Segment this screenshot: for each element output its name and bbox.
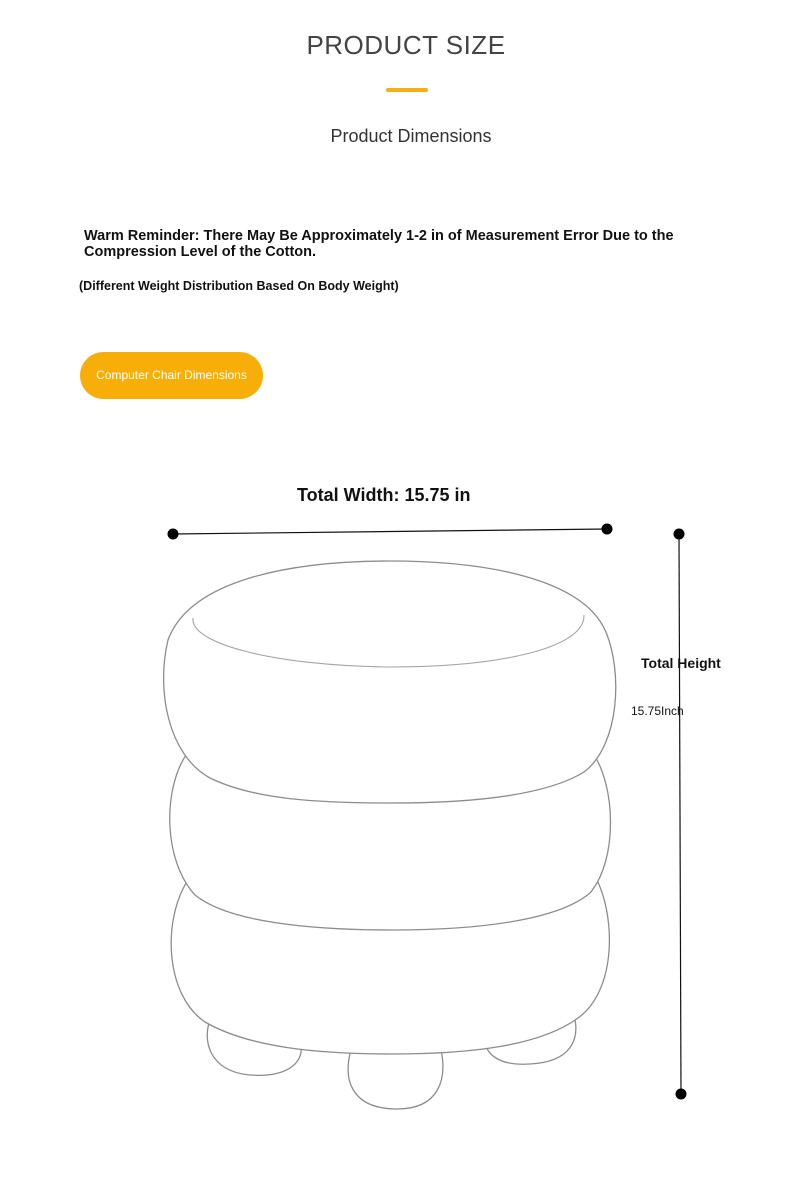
height-endpoint-top (674, 529, 685, 540)
height-endpoint-bottom (676, 1089, 687, 1100)
width-dimension-line (173, 529, 607, 534)
total-height-value: 15.75Inch (631, 704, 684, 718)
total-height-label: Total Height (641, 655, 721, 671)
stool-outline (164, 561, 616, 1109)
section-title: PRODUCT SIZE (306, 30, 506, 60)
weight-distribution-note: (Different Weight Distribution Based On Body Weight) (79, 279, 399, 293)
warm-reminder-text: Warm Reminder: There May Be Approximately 1-2 in of Measurement Error Due to the Compression Level of the Cotton. (84, 228, 674, 260)
stool-foot-center (348, 1050, 443, 1109)
width-endpoint-left (168, 529, 179, 540)
computer-chair-dimensions-button[interactable]: Computer Chair Dimensions (80, 352, 263, 399)
height-dimension-line (679, 534, 681, 1094)
total-width-label: Total Width: 15.75 in (297, 485, 471, 505)
stool-cushion-top (164, 561, 616, 803)
product-dimensions-heading: Product Dimensions (330, 126, 492, 146)
width-endpoint-right (602, 524, 613, 535)
